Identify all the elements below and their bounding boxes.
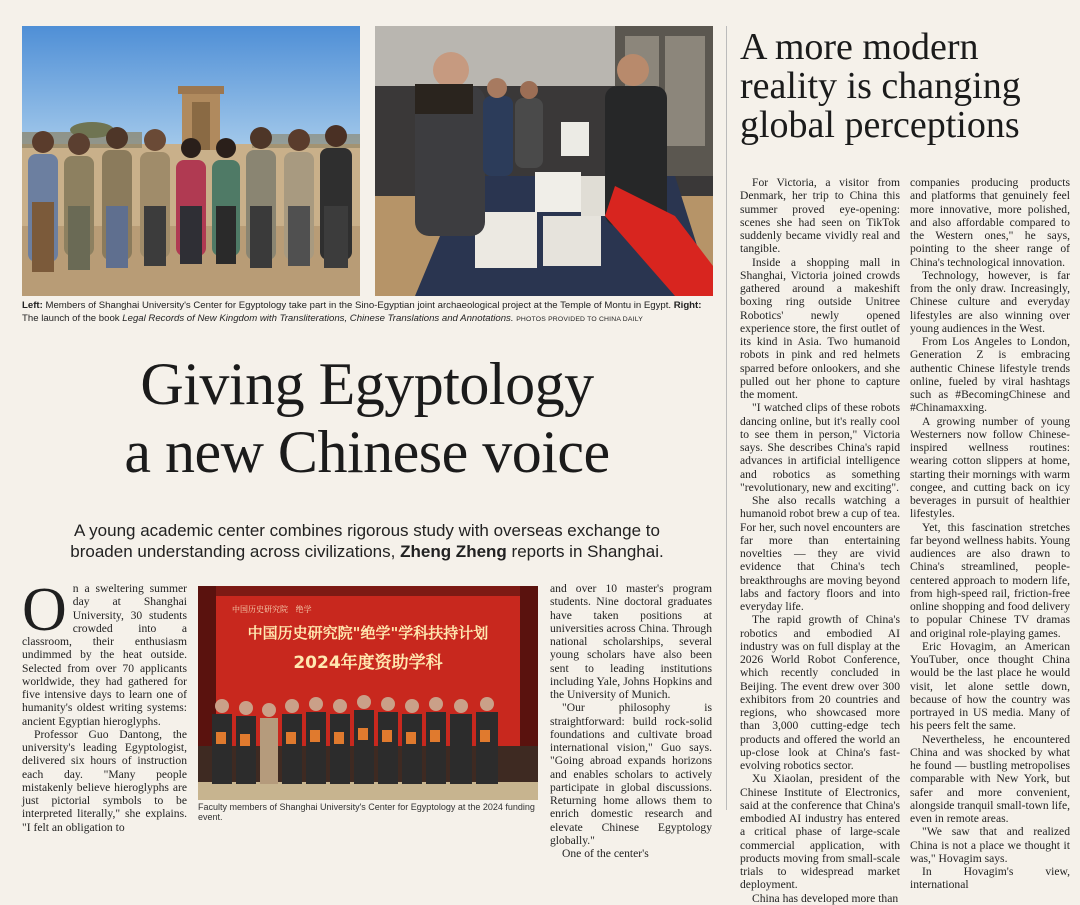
side-story-headline — [740, 28, 1070, 145]
book-launch-illustration — [375, 26, 713, 296]
side-story-paragraph: Eric Hovagim, an American YouTuber, once thought China would be the last place he would visit, let alone settle down, because of how the country was portrayed in US media. Many of his peers felt the same. — [910, 639, 1070, 733]
side-story-paragraph: Nevertheless, he encountered China and was shocked by what he found — bustling metropolises comparable with New York, but safer and more convenient, alongside tranquil small-town life, even in remote areas. — [910, 732, 1070, 825]
caption-right-label: Right: — [673, 300, 702, 311]
side-story-paragraph: From Los Angeles to London, Generation Z is embracing authentic Chinese lifestyle trends online, fueled by viral hashtags such as #BecomingChinese and #Chinamaxxing. — [910, 335, 1070, 415]
funding-event-illustration — [198, 586, 538, 800]
side-story-paragraph: The rapid growth of China's robotics and embodied AI industry was on full display at the 2026 World Robot Conference, which recently concluded in Beijing. The event drew over 300 exhibitors from 20 countries and regions, who showcased more than 3,000 cutting-edge tech products and offered the world an up-close look at China's fast-evolving robotics sector. — [740, 613, 900, 772]
main-story-lead — [22, 576, 187, 728]
caption-left-label: Left: — [22, 300, 43, 311]
main-story-column-3 — [550, 582, 712, 860]
side-story-paragraph: "We saw that and realized China is not a place we thought it was," Hovagim says. — [910, 825, 1070, 865]
side-story-paragraph: In Hovagim's view, international — [910, 865, 1070, 892]
main-story-column-1 — [22, 576, 187, 834]
subhead-line1: A young academic center combines rigorous study with overseas exchange to — [74, 521, 660, 540]
main-story-paragraph: Professor Guo Dantong, the university's leading Egyptologist, delivered six hours of instruction each day. "Many people mistakenly believe hieroglyphs are just pictorial symbols to be interpreted literally," she explains. "I felt an obligation to — [22, 727, 187, 834]
subhead-line2-post: reports in Shanghai. — [511, 542, 664, 561]
author-byline: Zheng Zheng — [400, 542, 507, 561]
side-story-paragraph: "I watched clips of these robots dancing online, but it's really cool to see them in person," Victoria says. She describes China's rapid advances in artificial intelligence and robotics as something "revolutionary, new and exciting". — [740, 401, 900, 494]
event-photo-caption: Faculty members of Shanghai University's Center for Egyptology at the 2024 funding event. — [198, 802, 535, 822]
caption-left-text: Members of Shanghai University's Center for Egyptology take part in the Sino-Egyptian joint archaeological project at the Temple of Montu in Egypt. — [45, 300, 672, 311]
group-of-people — [28, 125, 352, 272]
egypt-excavation-photo — [22, 26, 360, 296]
banner-logo-left: 中国历史研究院 — [232, 605, 288, 614]
side-story-paragraph: She also recalls watching a humanoid robot brew a cup of tea. For her, such novel encounters are far more than entertaining novelties — they are vivid evidence that China's tech breakthroughs are moving beyond labs and factory floors and into everyday life. — [740, 494, 900, 613]
photo-credit: PHOTOS PROVIDED TO CHINA DAILY — [516, 315, 643, 323]
side-story-column-a — [740, 176, 900, 905]
side-story-paragraph: Inside a shopping mall in Shanghai, Victoria joined crowds gathered around a makeshift boxing ring outside Unitree Robotics' newly opened experience store, the first outlet of its kind in Asia. Two humanoid robots in pink and red helmets sparred before onlookers, and she pulled out her phone to capture the moment. — [740, 255, 900, 401]
caption-right-text: The launch of the book — [22, 312, 120, 324]
side-headline-line3: global perceptions — [740, 104, 1020, 146]
side-headline-line1: A more modern — [740, 26, 979, 68]
subhead-line2 — [22, 541, 712, 562]
main-headline-line1: Giving Egyptology — [140, 351, 594, 417]
side-story-paragraph: For Victoria, a visitor from Denmark, her trip to China this summer proved eye-opening: scenes she had seen on TikTok suddenly became vividly real and tangible. — [740, 176, 900, 256]
main-story-paragraph: One of the center's — [562, 847, 649, 860]
column-divider — [726, 26, 727, 810]
main-story-paragraph: "Our philosophy is straightforward: build rock-solid foundations and cultivate broad international vision," Guo says. "Going abroad expands horizons and enables scholars to actively participate in global discussions. Returning home allows them to enrich domestic research and elevate Chinese Egyptology globally." — [550, 701, 712, 847]
drop-cap: O — [22, 576, 67, 644]
side-story-paragraph: Xu Xiaolan, president of the Chinese Institute of Electronics, said at the conference that China's embodied AI industry has entered a critical phase of large-scale commercial application, with products moving from small-scale trials to widespread market deployment. — [740, 772, 900, 892]
side-story-paragraph: companies producing products and platforms that genuinely feel more innovative, more polished, and also affordable compared to the Western ones," he says, pointing to the sheer range of China's technological innovation. — [910, 176, 1070, 269]
banner-logos — [232, 604, 312, 615]
banner-logo-right: 绝学 — [295, 605, 312, 614]
subhead-line2-pre: broaden understanding across civilizations, — [70, 542, 396, 561]
side-story-paragraph: Yet, this fascination stretches far beyond wellness habits. Young audiences are also drawn to China's streamlined, people-centered approach to modern life, from high-speed rail, friction-free online shopping and food delivery to popular Chinese TV dramas and original role-playing games. — [910, 520, 1070, 640]
egypt-excavation-illustration — [22, 26, 360, 296]
main-story-paragraph: and over 10 master's program students. Nine doctoral graduates have taken positions at universities across China. Through national scholarships, several young scholars have also been sent to leading institutions including Yale, Johns Hopkins and the University of Munich. — [550, 582, 712, 701]
lead-text: n a sweltering summer day at Shanghai University, 30 students crowded into a classroom, their enthusiasm undimmed by the heat outside. Selected from over 70 applicants worldwide, they had gathered for five intensive days to learn one of humanity's oldest writing systems: ancient Egyptian hieroglyphs. — [22, 582, 187, 728]
banner-title: 中国历史研究院"绝学"学科扶持计划 — [247, 624, 489, 642]
main-headline-line2: a new Chinese voice — [124, 419, 610, 485]
side-story-paragraph: Technology, however, is far from the only draw. Increasingly, Chinese culture and everyday lifestyles are also winning over young audiences in the West. — [910, 268, 1070, 335]
side-headline-line2: reality is changing — [740, 65, 1021, 107]
banner-subtitle: 2024年度资助学科 — [293, 653, 443, 673]
main-subhead — [22, 520, 712, 562]
side-story-paragraph: China has developed more than — [752, 891, 899, 905]
funding-event-photo — [198, 586, 538, 800]
side-story-column-b — [910, 176, 1070, 892]
photo-caption — [22, 300, 712, 326]
caption-book-title: Legal Records of New Kingdom with Transliterations, Chinese Translations and Annotations. — [122, 312, 514, 324]
side-story-paragraph: A growing number of young Westerners now follow Chinese-inspired wellness routines: wearing cotton slippers at home, starting their mornings with warm congee, and cutting back on icy beverages in pursuit of healthier lifestyles. — [910, 414, 1070, 521]
book-launch-photo — [375, 26, 713, 296]
